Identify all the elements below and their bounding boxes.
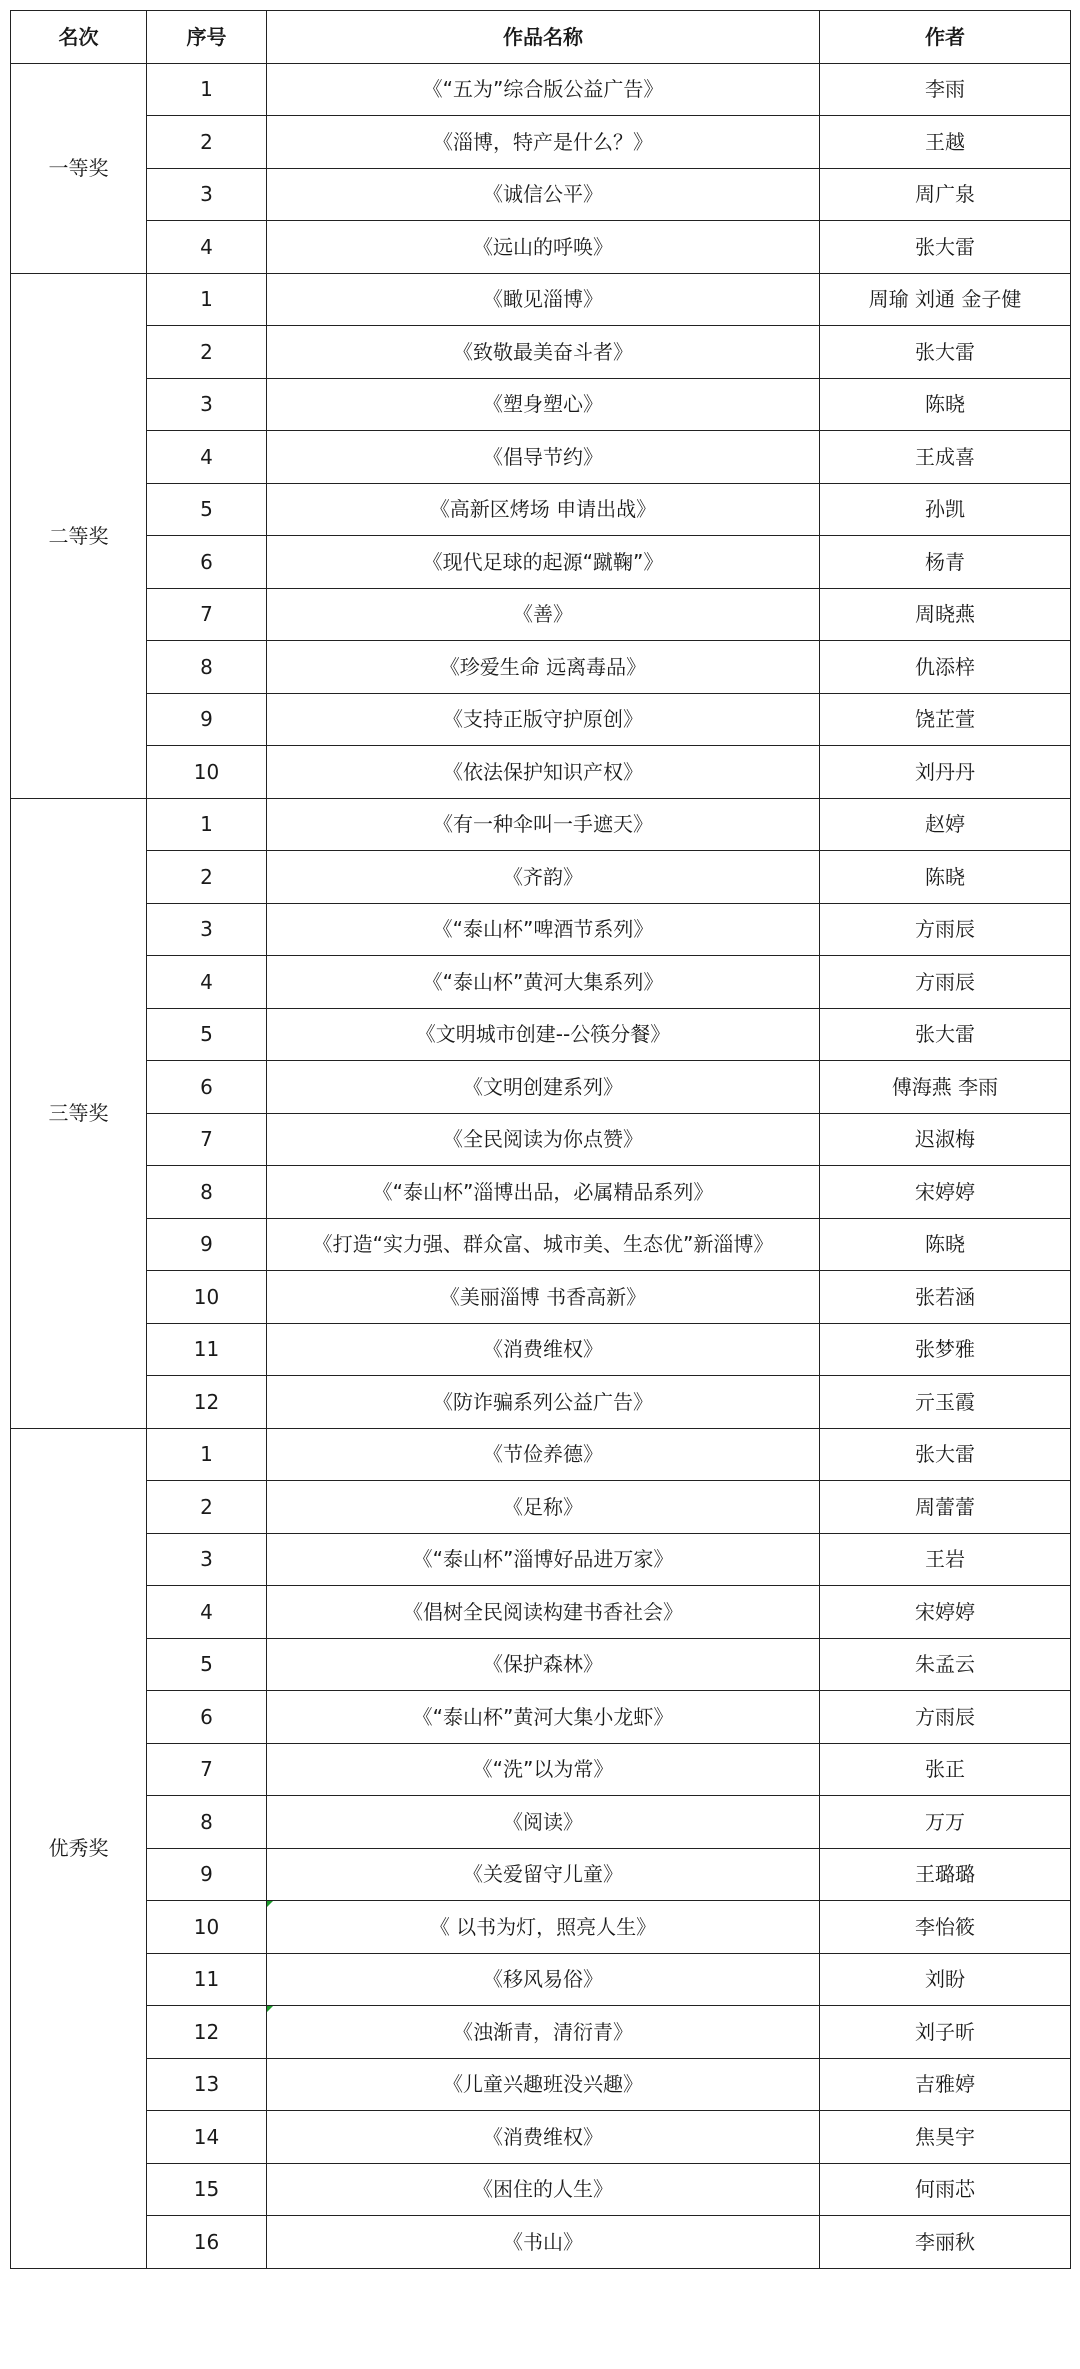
author-cell: 李雨	[820, 63, 1071, 116]
work-title-cell: 《关爱留守儿童》	[267, 1848, 820, 1901]
serial-number-cell: 1	[147, 798, 267, 851]
author-cell: 周蕾蕾	[820, 1481, 1071, 1534]
author-cell: 饶芷萱	[820, 693, 1071, 746]
author-cell: 吉雅婷	[820, 2058, 1071, 2111]
table-row	[11, 1901, 1071, 1954]
serial-number-cell: 4	[147, 956, 267, 1009]
work-title-cell: 《保护森林》	[267, 1638, 820, 1691]
table-row	[11, 1481, 1071, 1534]
serial-number-cell: 9	[147, 1848, 267, 1901]
serial-number-cell: 16	[147, 2216, 267, 2269]
serial-number-cell: 4	[147, 431, 267, 484]
work-title-cell: 《齐韵》	[267, 851, 820, 904]
table-row	[11, 1428, 1071, 1481]
serial-number-cell: 3	[147, 903, 267, 956]
table-body	[11, 63, 1071, 2268]
serial-number-cell: 11	[147, 1323, 267, 1376]
author-cell: 张大雷	[820, 1008, 1071, 1061]
serial-number-cell: 7	[147, 588, 267, 641]
table-row	[11, 641, 1071, 694]
author-cell: 傅海燕 李雨	[820, 1061, 1071, 1114]
author-cell: 李丽秋	[820, 2216, 1071, 2269]
table-row	[11, 1743, 1071, 1796]
header-rank: 名次	[11, 11, 147, 64]
work-title-cell: 《有一种伞叫一手遮天》	[267, 798, 820, 851]
header-no: 序号	[147, 11, 267, 64]
work-title-cell: 《“泰山杯”淄博好品进万家》	[267, 1533, 820, 1586]
work-title-cell: 《困住的人生》	[267, 2163, 820, 2216]
author-cell: 张大雷	[820, 221, 1071, 274]
table-row	[11, 1061, 1071, 1114]
work-title-cell: 《高新区烤场 申请出战》	[267, 483, 820, 536]
serial-number-cell: 9	[147, 1218, 267, 1271]
table-row	[11, 2058, 1071, 2111]
author-cell: 刘子昕	[820, 2006, 1071, 2059]
author-cell: 宋婷婷	[820, 1586, 1071, 1639]
author-cell: 李怡筱	[820, 1901, 1071, 1954]
work-title-cell: 《消费维权》	[267, 1323, 820, 1376]
author-cell: 张梦雅	[820, 1323, 1071, 1376]
work-title-cell: 《瞰见淄博》	[267, 273, 820, 326]
header-title: 作品名称	[267, 11, 820, 64]
serial-number-cell: 2	[147, 1481, 267, 1534]
serial-number-cell: 2	[147, 326, 267, 379]
table-row	[11, 2111, 1071, 2164]
author-cell: 王成喜	[820, 431, 1071, 484]
serial-number-cell: 14	[147, 2111, 267, 2164]
work-title-cell: 《“泰山杯”黄河大集小龙虾》	[267, 1691, 820, 1744]
serial-number-cell: 1	[147, 63, 267, 116]
serial-number-cell: 1	[147, 273, 267, 326]
work-title-cell: 《“泰山杯”黄河大集系列》	[267, 956, 820, 1009]
table-row	[11, 1376, 1071, 1429]
author-cell: 张若涵	[820, 1271, 1071, 1324]
work-title-cell: 《塑身塑心》	[267, 378, 820, 431]
serial-number-cell: 10	[147, 1271, 267, 1324]
work-title-cell: 《全民阅读为你点赞》	[267, 1113, 820, 1166]
table-row	[11, 903, 1071, 956]
work-title-cell: 《致敬最美奋斗者》	[267, 326, 820, 379]
serial-number-cell: 6	[147, 1061, 267, 1114]
serial-number-cell: 8	[147, 1166, 267, 1219]
author-cell: 张大雷	[820, 1428, 1071, 1481]
work-title-cell: 《依法保护知识产权》	[267, 746, 820, 799]
table-row	[11, 693, 1071, 746]
work-title-cell: 《 以书为灯，照亮人生》	[267, 1901, 820, 1954]
serial-number-cell: 10	[147, 746, 267, 799]
work-title-cell: 《移风易俗》	[267, 1953, 820, 2006]
author-cell: 迟淑梅	[820, 1113, 1071, 1166]
author-cell: 方雨辰	[820, 1691, 1071, 1744]
table-row	[11, 116, 1071, 169]
serial-number-cell: 2	[147, 116, 267, 169]
work-title-cell: 《珍爱生命 远离毒品》	[267, 641, 820, 694]
serial-number-cell: 5	[147, 1638, 267, 1691]
author-cell: 陈晓	[820, 378, 1071, 431]
table-row	[11, 588, 1071, 641]
work-title-cell: 《支持正版守护原创》	[267, 693, 820, 746]
serial-number-cell: 12	[147, 2006, 267, 2059]
award-rank-cell: 三等奖	[11, 798, 147, 1428]
serial-number-cell: 5	[147, 1008, 267, 1061]
serial-number-cell: 3	[147, 378, 267, 431]
serial-number-cell: 4	[147, 1586, 267, 1639]
serial-number-cell: 15	[147, 2163, 267, 2216]
author-cell: 亓玉霞	[820, 1376, 1071, 1429]
table-row	[11, 746, 1071, 799]
work-title-cell: 《打造“实力强、群众富、城市美、生态优”新淄博》	[267, 1218, 820, 1271]
author-cell: 张正	[820, 1743, 1071, 1796]
table-row	[11, 378, 1071, 431]
author-cell: 周广泉	[820, 168, 1071, 221]
serial-number-cell: 3	[147, 1533, 267, 1586]
author-cell: 朱孟云	[820, 1638, 1071, 1691]
table-row	[11, 1848, 1071, 1901]
serial-number-cell: 8	[147, 1796, 267, 1849]
table-row	[11, 1271, 1071, 1324]
table-row	[11, 63, 1071, 116]
table-row	[11, 2163, 1071, 2216]
author-cell: 王岩	[820, 1533, 1071, 1586]
work-title-cell: 《倡导节约》	[267, 431, 820, 484]
table-row	[11, 2006, 1071, 2059]
work-title-cell: 《文明创建系列》	[267, 1061, 820, 1114]
author-cell: 张大雷	[820, 326, 1071, 379]
table-row	[11, 168, 1071, 221]
table-row	[11, 1113, 1071, 1166]
award-rank-cell: 优秀奖	[11, 1428, 147, 2268]
table-row	[11, 536, 1071, 589]
serial-number-cell: 4	[147, 221, 267, 274]
table-row	[11, 1953, 1071, 2006]
work-title-cell: 《足称》	[267, 1481, 820, 1534]
table-row	[11, 1796, 1071, 1849]
work-title-cell: 《节俭养德》	[267, 1428, 820, 1481]
work-title-cell: 《浊渐青，清衍青》	[267, 2006, 820, 2059]
work-title-cell: 《善》	[267, 588, 820, 641]
work-title-cell: 《诚信公平》	[267, 168, 820, 221]
award-rank-cell: 一等奖	[11, 63, 147, 273]
table-row	[11, 221, 1071, 274]
serial-number-cell: 2	[147, 851, 267, 904]
work-title-cell: 《倡树全民阅读构建书香社会》	[267, 1586, 820, 1639]
serial-number-cell: 8	[147, 641, 267, 694]
table-row	[11, 1166, 1071, 1219]
author-cell: 周瑜 刘通 金子健	[820, 273, 1071, 326]
table-row	[11, 483, 1071, 536]
serial-number-cell: 13	[147, 2058, 267, 2111]
author-cell: 何雨芯	[820, 2163, 1071, 2216]
header-author: 作者	[820, 11, 1071, 64]
table-row	[11, 2216, 1071, 2269]
serial-number-cell: 5	[147, 483, 267, 536]
table-row	[11, 1323, 1071, 1376]
work-title-cell: 《儿童兴趣班没兴趣》	[267, 2058, 820, 2111]
author-cell: 刘丹丹	[820, 746, 1071, 799]
work-title-cell: 《远山的呼唤》	[267, 221, 820, 274]
table-row	[11, 431, 1071, 484]
table-row	[11, 1533, 1071, 1586]
work-title-cell: 《消费维权》	[267, 2111, 820, 2164]
author-cell: 方雨辰	[820, 903, 1071, 956]
author-cell: 刘盼	[820, 1953, 1071, 2006]
author-cell: 陈晓	[820, 851, 1071, 904]
table-row	[11, 1691, 1071, 1744]
table-row	[11, 851, 1071, 904]
author-cell: 孙凯	[820, 483, 1071, 536]
table-row	[11, 798, 1071, 851]
serial-number-cell: 7	[147, 1113, 267, 1166]
author-cell: 周晓燕	[820, 588, 1071, 641]
work-title-cell: 《“洗”以为常》	[267, 1743, 820, 1796]
serial-number-cell: 10	[147, 1901, 267, 1954]
work-title-cell: 《“泰山杯”淄博出品，必属精品系列》	[267, 1166, 820, 1219]
author-cell: 万万	[820, 1796, 1071, 1849]
author-cell: 方雨辰	[820, 956, 1071, 1009]
table-row	[11, 1586, 1071, 1639]
author-cell: 赵婷	[820, 798, 1071, 851]
serial-number-cell: 6	[147, 536, 267, 589]
work-title-cell: 《“五为”综合版公益广告》	[267, 63, 820, 116]
work-title-cell: 《美丽淄博 书香高新》	[267, 1271, 820, 1324]
serial-number-cell: 1	[147, 1428, 267, 1481]
work-title-cell: 《现代足球的起源“蹴鞠”》	[267, 536, 820, 589]
award-rank-cell: 二等奖	[11, 273, 147, 798]
author-cell: 仇添梓	[820, 641, 1071, 694]
author-cell: 王越	[820, 116, 1071, 169]
awards-table	[10, 10, 1071, 2269]
serial-number-cell: 3	[147, 168, 267, 221]
author-cell: 王璐璐	[820, 1848, 1071, 1901]
table-row	[11, 326, 1071, 379]
header-row	[11, 11, 1071, 64]
author-cell: 杨青	[820, 536, 1071, 589]
serial-number-cell: 12	[147, 1376, 267, 1429]
table-row	[11, 273, 1071, 326]
work-title-cell: 《防诈骗系列公益广告》	[267, 1376, 820, 1429]
work-title-cell: 《淄博，特产是什么？》	[267, 116, 820, 169]
work-title-cell: 《阅读》	[267, 1796, 820, 1849]
work-title-cell: 《书山》	[267, 2216, 820, 2269]
table-row	[11, 956, 1071, 1009]
author-cell: 焦昊宇	[820, 2111, 1071, 2164]
work-title-cell: 《文明城市创建--公筷分餐》	[267, 1008, 820, 1061]
author-cell: 陈晓	[820, 1218, 1071, 1271]
table-row	[11, 1218, 1071, 1271]
serial-number-cell: 7	[147, 1743, 267, 1796]
awards-sheet	[10, 10, 1070, 2269]
work-title-cell: 《“泰山杯”啤酒节系列》	[267, 903, 820, 956]
serial-number-cell: 9	[147, 693, 267, 746]
serial-number-cell: 6	[147, 1691, 267, 1744]
serial-number-cell: 11	[147, 1953, 267, 2006]
table-row	[11, 1008, 1071, 1061]
table-row	[11, 1638, 1071, 1691]
author-cell: 宋婷婷	[820, 1166, 1071, 1219]
